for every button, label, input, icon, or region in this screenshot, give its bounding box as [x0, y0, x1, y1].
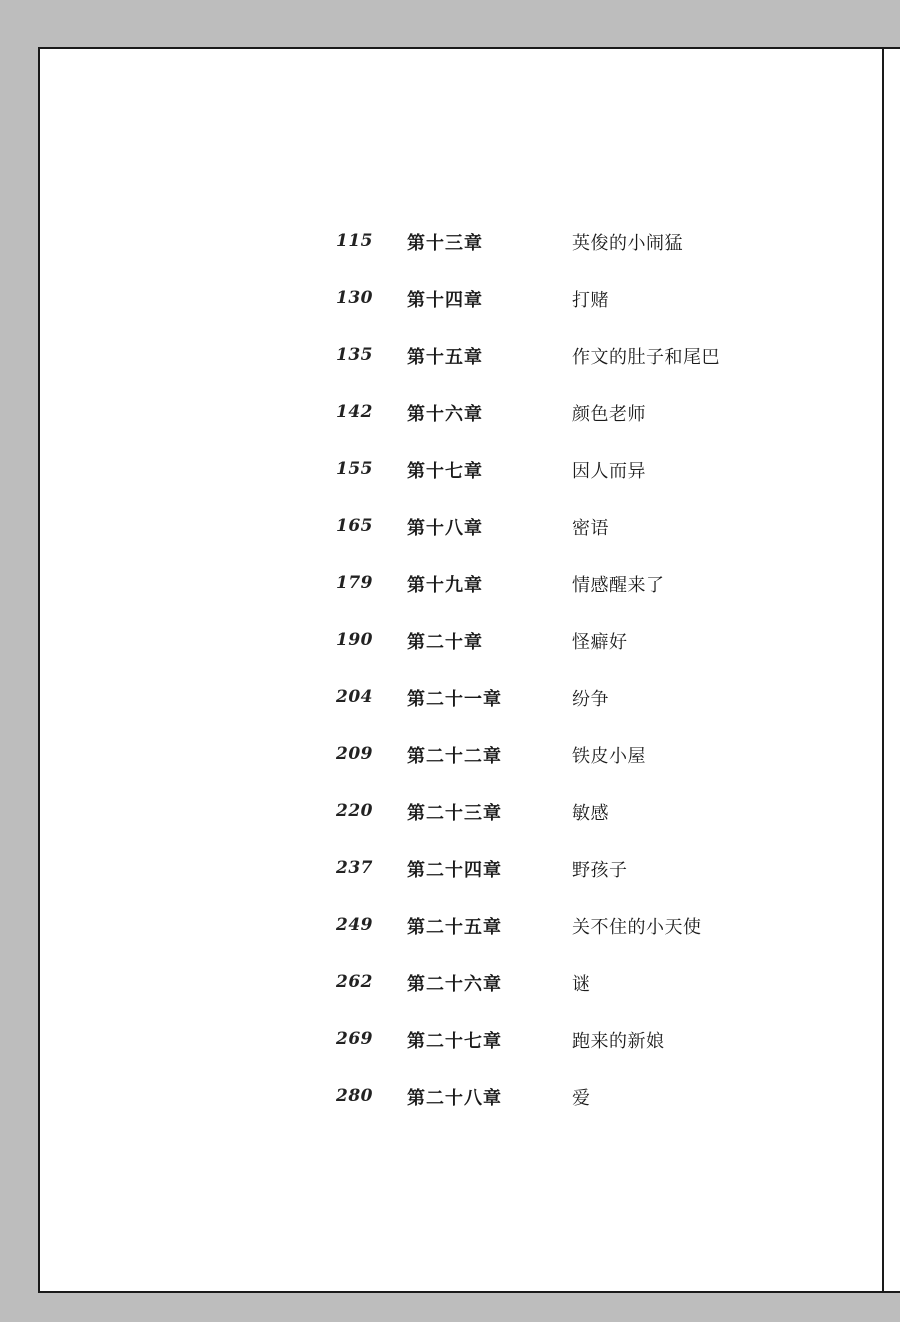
toc-chapter-label: 第二十三章	[407, 803, 502, 824]
toc-chapter-title: 作文的肚子和尾巴	[572, 347, 720, 368]
toc-chapter-label: 第二十四章	[407, 860, 502, 881]
toc-chapter-label: 第十八章	[407, 518, 483, 539]
toc-chapter-label: 第二十章	[407, 632, 483, 653]
toc-chapter-title: 敏感	[572, 803, 609, 824]
toc-page-number: 237	[336, 858, 373, 878]
toc-page-number: 262	[336, 972, 373, 992]
toc-chapter-label: 第十六章	[407, 404, 483, 425]
toc-entry	[40, 398, 840, 428]
toc-entry	[40, 626, 840, 656]
toc-page-number: 142	[336, 402, 373, 422]
toc-chapter-title: 颜色老师	[572, 404, 646, 425]
toc-entry	[40, 341, 840, 371]
toc-entry	[40, 740, 840, 770]
document-page	[38, 47, 900, 1293]
toc-page-number: 204	[336, 687, 373, 707]
toc-page-number: 220	[336, 801, 373, 821]
toc-entry	[40, 797, 840, 827]
toc-chapter-title: 密语	[572, 518, 609, 539]
toc-page-number: 190	[336, 630, 373, 650]
toc-chapter-label: 第二十七章	[407, 1031, 502, 1052]
toc-page-number: 165	[336, 516, 373, 536]
toc-page-number: 280	[336, 1086, 373, 1106]
toc-entry	[40, 512, 840, 542]
toc-page-number: 179	[336, 573, 373, 593]
toc-chapter-title: 关不住的小天使	[572, 917, 702, 938]
toc-chapter-label: 第十四章	[407, 290, 483, 311]
toc-entry	[40, 854, 840, 884]
toc-chapter-title: 因人而异	[572, 461, 646, 482]
toc-chapter-title: 铁皮小屋	[572, 746, 646, 767]
toc-chapter-label: 第二十五章	[407, 917, 502, 938]
toc-chapter-title: 野孩子	[572, 860, 628, 881]
toc-page-number: 155	[336, 459, 373, 479]
toc-chapter-title: 谜	[572, 974, 591, 995]
toc-entry	[40, 227, 840, 257]
toc-entry	[40, 284, 840, 314]
toc-entry	[40, 1025, 840, 1055]
toc-page-number: 115	[336, 231, 373, 251]
toc-chapter-title: 打赌	[572, 290, 609, 311]
toc-chapter-title: 纷争	[572, 689, 609, 710]
toc-page-number: 269	[336, 1029, 373, 1049]
toc-entry	[40, 569, 840, 599]
toc-page-number: 249	[336, 915, 373, 935]
toc-chapter-title: 怪癖好	[572, 632, 628, 653]
toc-chapter-label: 第二十八章	[407, 1088, 502, 1109]
toc-chapter-label: 第二十二章	[407, 746, 502, 767]
toc-entry	[40, 911, 840, 941]
toc-entry	[40, 683, 840, 713]
toc-entry	[40, 455, 840, 485]
toc-chapter-title: 爱	[572, 1088, 591, 1109]
toc-page-number: 209	[336, 744, 373, 764]
toc-chapter-label: 第十九章	[407, 575, 483, 596]
toc-chapter-label: 第二十一章	[407, 689, 502, 710]
toc-page-number: 130	[336, 288, 373, 308]
toc-entry	[40, 968, 840, 998]
toc-page-number: 135	[336, 345, 373, 365]
toc-chapter-label: 第十五章	[407, 347, 483, 368]
toc-chapter-title: 英俊的小闹猛	[572, 233, 683, 254]
table-of-contents	[40, 49, 900, 1291]
toc-chapter-label: 第十三章	[407, 233, 483, 254]
toc-chapter-title: 情感醒来了	[572, 575, 665, 596]
toc-entry	[40, 1082, 840, 1112]
toc-chapter-label: 第二十六章	[407, 974, 502, 995]
toc-chapter-title: 跑来的新娘	[572, 1031, 665, 1052]
toc-chapter-label: 第十七章	[407, 461, 483, 482]
